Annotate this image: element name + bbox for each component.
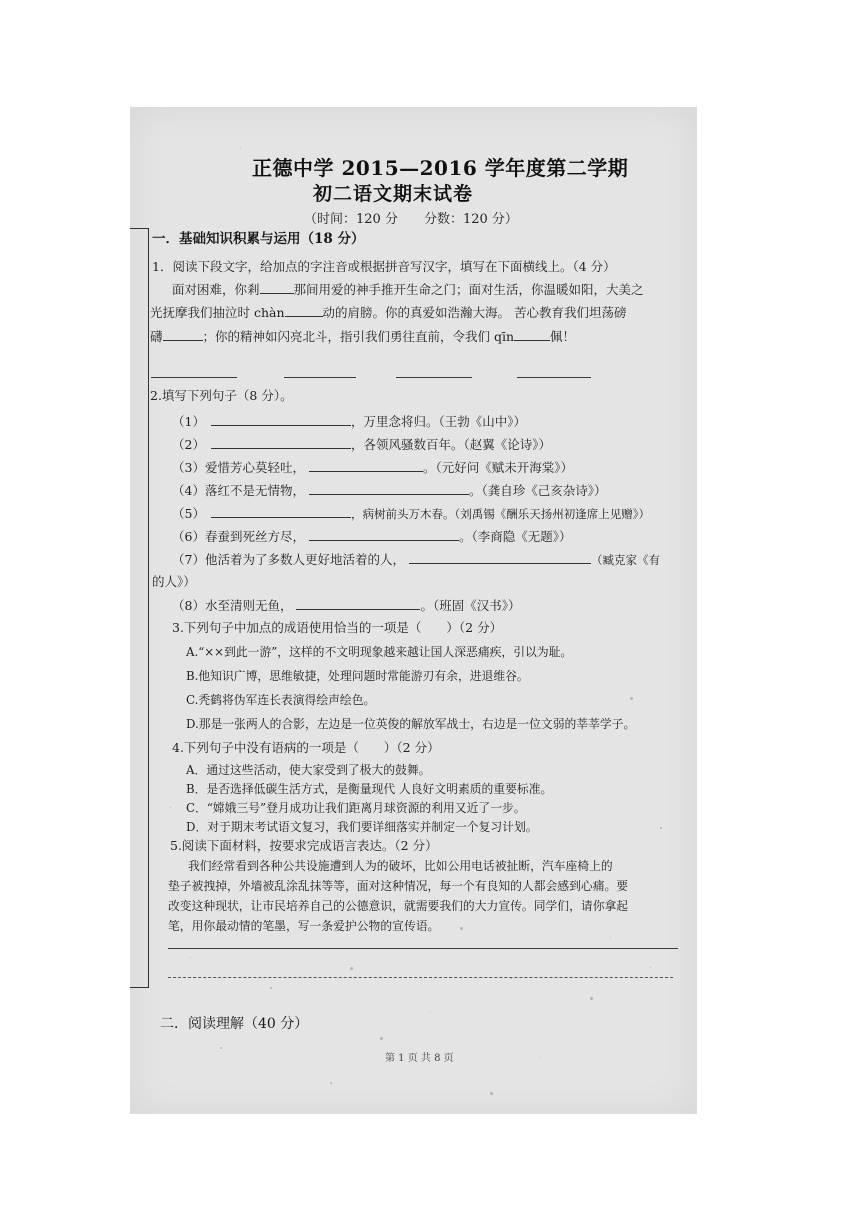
q2-item-label: （5）	[172, 506, 205, 521]
photocopy-speck	[460, 927, 463, 930]
q2-item-text: ，病树前头万木春。（刘禹锡《酬乐天扬州初逢席上见赠》）	[350, 507, 650, 521]
q3-prompt: 3.下列句子中加点的成语使用恰当的一项是（ ）（2 分）	[172, 620, 503, 635]
q2-item-text: ，万里念将归。（王勃《山中》）	[350, 414, 526, 429]
q2-item-text: （臧克家《有	[590, 553, 660, 567]
answer-blank[interactable]	[211, 436, 351, 449]
photocopy-speck	[170, 807, 171, 808]
photocopy-speck	[590, 997, 593, 1000]
photocopy-speck	[270, 987, 272, 989]
q2-item-text: 。（龚自珍《己亥杂诗》）	[468, 483, 607, 498]
q1-text: 光抚摩我们抽泣时 chàn	[150, 305, 285, 320]
q1-text: 动的肩膀。你的真爱如浩瀚大海。 苦心教育我们坦荡磅	[322, 305, 627, 320]
q3-option-c: C.秃鹤将伪军连长表演得绘声绘色。	[186, 693, 376, 707]
q2-item-text: 。（元好问《赋未开海棠》）	[422, 460, 573, 475]
q2-item-4	[172, 482, 606, 499]
answer-blank[interactable]	[309, 528, 459, 541]
q3-option-d: D.那是一张两人的合影，左边是一位英俊的解放军战士，右边是一位文弱的莘莘学子。	[186, 717, 636, 731]
answer-blank[interactable]	[409, 551, 591, 564]
q1-passage-line-3	[150, 328, 575, 345]
q1-text: 那间用爱的神手推开生命之门；面对生活，你温暖如阳，大美之	[293, 282, 644, 297]
photocopy-speck	[190, 957, 191, 958]
q2-item-text: ，各领风骚数百年。（赵翼《论诗》）	[350, 437, 551, 452]
answer-blank[interactable]	[211, 505, 351, 518]
q1-passage-line-1	[172, 281, 644, 298]
q4-option-b: B．是否选择低碳生活方式，是衡量现代 人良好文明素质的重要标准。	[186, 782, 553, 796]
q5-prompt: 5.阅读下面材料，按要求完成语言表达。（2 分）	[170, 838, 438, 853]
q1-answer-line-1[interactable]	[151, 377, 237, 378]
photocopy-speck	[610, 937, 611, 938]
q4-prompt: 4.下列句子中没有语病的一项是（ ）（2 分）	[172, 740, 440, 755]
q5-material-line-4: 笔，用你最动情的笔墨，写一条爱护公物的宣传语。	[168, 919, 440, 933]
q2-item-label: （4）落红不是无情物，	[172, 483, 305, 498]
q1-text: ；你的精神如闪亮北斗，指引我们勇往直前，令我们 qīn	[202, 329, 515, 344]
q2-item-5	[172, 505, 650, 522]
q1-answer-line-3[interactable]	[396, 377, 472, 378]
exam-subtitle: 初二语文期末试卷	[313, 183, 474, 205]
q2-item-7-cont: 的人》）	[152, 574, 196, 589]
answer-blank[interactable]	[514, 328, 550, 341]
q2-item-3	[172, 459, 573, 476]
q2-item-7	[172, 551, 660, 568]
answer-blank[interactable]	[309, 459, 423, 472]
q4-option-d: D．对于期末考试语文复习，我们要详细落实并制定一个复习计划。	[186, 820, 538, 834]
q2-item-label: （3）爱惜芳心莫轻吐，	[172, 460, 305, 475]
photocopy-speck	[380, 1037, 383, 1040]
answer-blank[interactable]	[211, 413, 351, 426]
answer-blank[interactable]	[163, 328, 203, 341]
q1-prompt: 1．阅读下段文字，给加点的字注音或根据拼音写汉字，填写在下面横线上。（4 分）	[152, 259, 616, 274]
q2-item-label: （8）水至清则无鱼，	[172, 598, 293, 613]
q2-item-label: （6）春蚕到死丝方尽，	[172, 529, 305, 544]
q4-option-a: A．通过这些活动，使大家受到了极大的鼓舞。	[186, 763, 431, 777]
photocopy-speck	[220, 1047, 222, 1049]
photocopy-speck	[490, 1092, 493, 1095]
q1-answer-line-2[interactable]	[284, 377, 356, 378]
answer-blank[interactable]	[260, 281, 294, 294]
q2-item-2	[172, 436, 551, 453]
q3-option-a: A.“××到此一游”，这样的不文明现象越来越让国人深恶痛疾，引以为耻。	[186, 645, 573, 659]
exam-title: 正德中学 2015—2016 学年度第二学期	[252, 156, 629, 180]
q1-text: 礴	[150, 329, 163, 344]
q1-answer-line-4[interactable]	[517, 377, 591, 378]
q5-material-line-2: 垫子被拽掉，外墙被乱涂乱抹等等，面对这种情况，每一个有良知的人都会感到心痛。要	[168, 879, 629, 893]
binding-margin-line	[130, 228, 149, 988]
section-2-heading: 二．阅读理解（40 分）	[160, 1016, 309, 1032]
q2-item-label: （2）	[172, 437, 205, 452]
answer-blank[interactable]	[309, 482, 469, 495]
q2-item-text: 。（班固《汉书》）	[420, 598, 521, 613]
q1-text: 佩！	[550, 329, 576, 344]
photocopy-speck	[650, 967, 651, 968]
q5-material-line-1: 我们经常看到各种公共设施遭到人为的破坏，比如公用电话被扯断，汽车座椅上的	[188, 859, 613, 873]
q5-material-line-3: 改变这种现状，让市民培养自己的公德意识，就需要我们的大力宣传。同学们，请你拿起	[168, 899, 629, 913]
q2-item-label: （7）他活着为了多数人更好地活着的人，	[172, 552, 405, 567]
q2-item-text: 。（李商隐《无题》）	[458, 529, 572, 544]
q3-option-b: B.他知识广博，思维敏捷，处理问题时常能游刃有余，进退维谷。	[186, 669, 529, 683]
q2-item-1	[172, 413, 526, 430]
q2-item-8	[172, 597, 520, 614]
section-1-heading: 一．基础知识积累与运用（18 分）	[152, 231, 365, 247]
photocopy-speck	[430, 1012, 431, 1013]
photocopy-speck	[630, 697, 633, 700]
q4-option-c: C．“嫦娥三号”登月成功让我们距离月球资源的利用又近了一步。	[186, 801, 526, 815]
q2-item-label: （1）	[172, 414, 205, 429]
photocopy-speck	[350, 967, 353, 970]
photocopy-speck	[330, 1082, 332, 1084]
answer-blank[interactable]	[285, 304, 323, 317]
answer-blank[interactable]	[296, 597, 420, 610]
time-and-score: （时间：120 分 分数：120 分）	[304, 212, 518, 227]
q2-prompt: 2.填写下列句子（8 分）。	[150, 388, 293, 403]
q1-text: 面对困难，你剎	[172, 282, 260, 297]
photocopy-speck	[660, 827, 662, 829]
page-number: 第 1 页 共 8 页	[385, 1053, 454, 1064]
q2-item-6	[172, 528, 571, 545]
q1-passage-line-2	[150, 304, 627, 321]
photocopy-speck	[540, 1057, 541, 1058]
q5-answer-line-2[interactable]	[168, 977, 673, 978]
q5-answer-line-1[interactable]	[168, 948, 678, 949]
photocopy-speck	[240, 147, 241, 148]
